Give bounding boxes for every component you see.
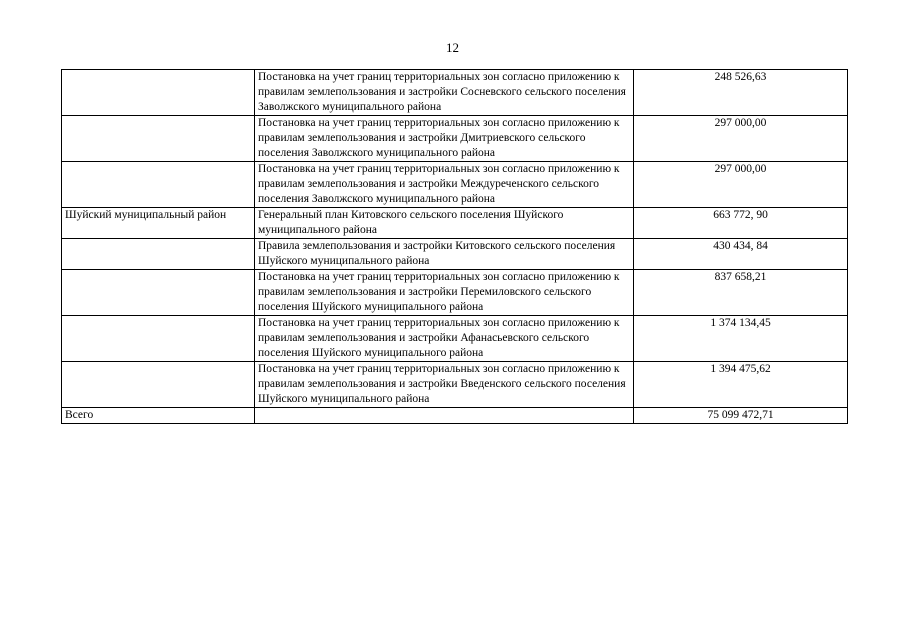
description-cell: Постановка на учет границ территориальных зон согласно приложению к правилам землепользования и застройки Дмитриевского сельского поселения Заволжского муниципального района [255, 116, 634, 162]
district-cell [62, 270, 255, 316]
district-cell [62, 316, 255, 362]
amount-cell: 1 374 134,45 [634, 316, 848, 362]
budget-table [61, 69, 848, 424]
description-cell: Постановка на учет границ территориальных зон согласно приложению к правилам землепользования и застройки Афанасьевского сельского поселения Шуйского муниципального района [255, 316, 634, 362]
table-row [62, 362, 848, 408]
page-number: 12 [446, 40, 459, 55]
table-row [62, 270, 848, 316]
total-amount: 75 099 472,71 [634, 408, 848, 424]
table-row [62, 162, 848, 208]
description-cell: Правила землепользования и застройки Китовского сельского поселения Шуйского муниципального района [255, 239, 634, 270]
district-cell [62, 362, 255, 408]
district-cell [62, 162, 255, 208]
table-row [62, 239, 848, 270]
table-row [62, 116, 848, 162]
description-cell: Постановка на учет границ территориальных зон согласно приложению к правилам землепользования и застройки Перемиловского сельского поселения Шуйского муниципального района [255, 270, 634, 316]
amount-cell: 297 000,00 [634, 116, 848, 162]
table-row [62, 208, 848, 239]
amount-cell: 248 526,63 [634, 70, 848, 116]
table-row [62, 70, 848, 116]
description-cell: Постановка на учет границ территориальных зон согласно приложению к правилам землепользования и застройки Междуреченского сельского поселения Заволжского муниципального района [255, 162, 634, 208]
total-label: Всего [62, 408, 255, 424]
amount-cell: 837 658,21 [634, 270, 848, 316]
district-cell [62, 116, 255, 162]
total-description-cell [255, 408, 634, 424]
table-row [62, 316, 848, 362]
district-cell: Шуйский муниципальный район [62, 208, 255, 239]
amount-cell: 663 772, 90 [634, 208, 848, 239]
amount-cell: 430 434, 84 [634, 239, 848, 270]
description-cell: Постановка на учет границ территориальных зон согласно приложению к правилам землепользования и застройки Введенского сельского поселения Шуйского муниципального района [255, 362, 634, 408]
total-row [62, 408, 848, 424]
amount-cell: 1 394 475,62 [634, 362, 848, 408]
district-cell [62, 239, 255, 270]
description-cell: Генеральный план Китовского сельского поселения Шуйского муниципального района [255, 208, 634, 239]
district-cell [62, 70, 255, 116]
amount-cell: 297 000,00 [634, 162, 848, 208]
description-cell: Постановка на учет границ территориальных зон согласно приложению к правилам землепользования и застройки Сосневского сельского поселения Заволжского муниципального района [255, 70, 634, 116]
